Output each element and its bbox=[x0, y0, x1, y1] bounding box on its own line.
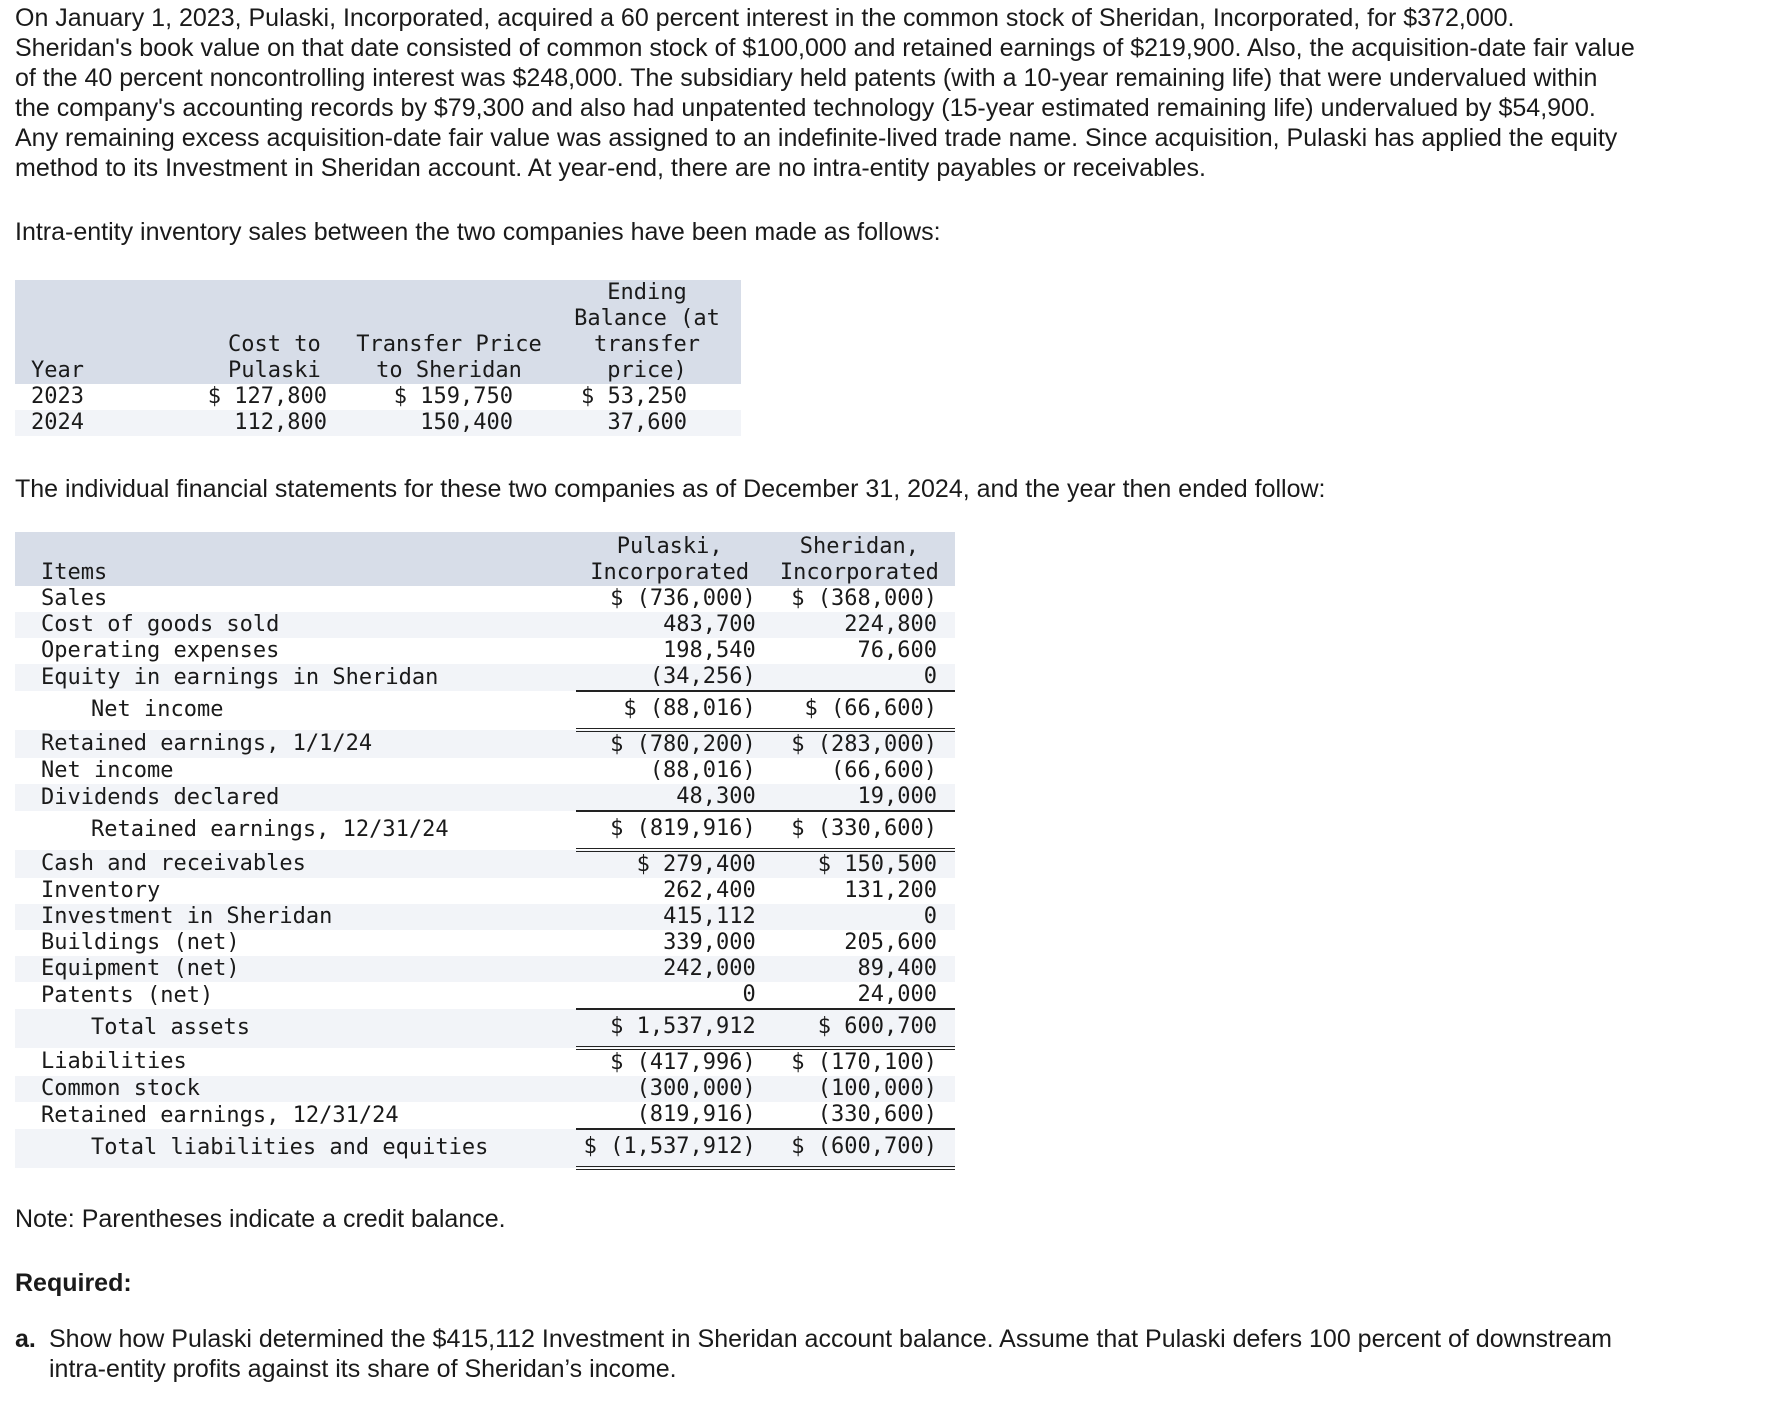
sheridan-value: $ 150,500 bbox=[764, 850, 955, 878]
intro-paragraph: On January 1, 2023, Pulaski, Incorporated, acquired a 60 percent interest in the common stock of Sheridan, Incorporated, for $372,000. Sheridan's book value on that date consisted of common stock of $100,000 and retained earnings of $219,900. Also, the acquisition-date fair value of the 40 percent noncontrolling interest was $248,000. The subsidiary held patents (with a 10-year remaining life) that were undervalued within the company's accounting records by $79,300 and also had unpatented technology (15-year estimated remaining life) undervalued by $54,900. Any remaining excess acquisition-date fair value was assigned to an indefinite-lived trade name. Since acquisition, Pulaski has applied the equity method to its Investment in Sheridan account. At year-end, there are no intra-entity payables or receivables. bbox=[15, 4, 1635, 182]
row-label: Investment in Sheridan bbox=[15, 904, 576, 930]
table-row bbox=[15, 758, 955, 784]
table-row-total bbox=[15, 1129, 955, 1168]
required-heading: Required: bbox=[15, 1269, 132, 1297]
row-label: Buildings (net) bbox=[15, 930, 576, 956]
table-row-total bbox=[15, 691, 955, 730]
table-row bbox=[15, 784, 955, 811]
sheridan-value: (100,000) bbox=[764, 1076, 955, 1102]
financial-statements-table bbox=[15, 532, 955, 1170]
sheridan-value: $ (170,100) bbox=[764, 1048, 955, 1076]
sheridan-value: $ (283,000) bbox=[764, 730, 955, 758]
pulaski-value: 415,112 bbox=[576, 904, 764, 930]
row-label: Liabilities bbox=[15, 1048, 576, 1076]
pulaski-value: $ (417,996) bbox=[576, 1048, 764, 1076]
row-label: Inventory bbox=[15, 878, 576, 904]
row-label: Total liabilities and equities bbox=[15, 1129, 576, 1168]
sheridan-value: 0 bbox=[764, 904, 955, 930]
problem-page bbox=[15, 0, 1635, 1384]
row-label: Total assets bbox=[15, 1009, 576, 1048]
sheridan-value: 224,800 bbox=[764, 612, 955, 638]
row-label: Net income bbox=[15, 691, 576, 730]
table-row-total bbox=[15, 811, 955, 850]
pulaski-value: $ (88,016) bbox=[576, 691, 764, 730]
requirement-a bbox=[15, 1324, 1635, 1384]
table-row bbox=[15, 410, 741, 436]
pulaski-value: $ (780,200) bbox=[576, 730, 764, 758]
row-label: Retained earnings, 12/31/24 bbox=[15, 1102, 576, 1129]
pulaski-value: $ 279,400 bbox=[576, 850, 764, 878]
pulaski-value: $ 1,537,912 bbox=[576, 1009, 764, 1048]
header-pulaski: Pulaski, Incorporated bbox=[576, 532, 764, 586]
pulaski-value: 262,400 bbox=[576, 878, 764, 904]
pulaski-value: 483,700 bbox=[576, 612, 764, 638]
sheridan-value: $ (600,700) bbox=[764, 1129, 955, 1168]
cell-transfer: $ 159,750 bbox=[345, 384, 553, 410]
pulaski-value: $ (1,537,912) bbox=[576, 1129, 764, 1168]
header-year: Year bbox=[15, 280, 204, 384]
row-label: Retained earnings, 1/1/24 bbox=[15, 730, 576, 758]
row-label: Equipment (net) bbox=[15, 956, 576, 982]
table-row bbox=[15, 878, 955, 904]
table-row bbox=[15, 956, 955, 982]
header-transfer: Transfer Price to Sheridan bbox=[345, 280, 553, 384]
table-row bbox=[15, 1102, 955, 1129]
requirement-a-text: Show how Pulaski determined the $415,112 Investment in Sheridan account balance. Assume that Pulaski defers 100 percent of downstream intra-entity profits against its share of Sheridan’s income. bbox=[49, 1325, 1612, 1383]
pulaski-value: 198,540 bbox=[576, 638, 764, 664]
sheridan-value: $ 600,700 bbox=[764, 1009, 955, 1048]
header-ending: Ending Balance (at transfer price) bbox=[553, 280, 741, 384]
table-row bbox=[15, 612, 955, 638]
inventory-header-row bbox=[15, 280, 741, 384]
row-label: Dividends declared bbox=[15, 784, 576, 811]
sheridan-value: 24,000 bbox=[764, 982, 955, 1009]
table-row bbox=[15, 586, 955, 612]
inventory-lead-text: Intra-entity inventory sales between the two companies have been made as follows: bbox=[15, 218, 941, 246]
row-label: Equity in earnings in Sheridan bbox=[15, 664, 576, 691]
cell-transfer: 150,400 bbox=[345, 410, 553, 436]
row-label: Cash and receivables bbox=[15, 850, 576, 878]
header-items: Items bbox=[15, 532, 576, 586]
cell-year: 2024 bbox=[15, 410, 204, 436]
table-row-total bbox=[15, 1009, 955, 1048]
credit-balance-note: Note: Parentheses indicate a credit balance. bbox=[15, 1205, 506, 1233]
cell-ending: $ 53,250 bbox=[553, 384, 741, 410]
cell-year: 2023 bbox=[15, 384, 204, 410]
row-label: Sales bbox=[15, 586, 576, 612]
sheridan-value: (66,600) bbox=[764, 758, 955, 784]
row-label: Operating expenses bbox=[15, 638, 576, 664]
table-row bbox=[15, 982, 955, 1009]
sheridan-value: $ (66,600) bbox=[764, 691, 955, 730]
pulaski-value: (819,916) bbox=[576, 1102, 764, 1129]
sheridan-value: 89,400 bbox=[764, 956, 955, 982]
row-label: Retained earnings, 12/31/24 bbox=[15, 811, 576, 850]
sheridan-value: 0 bbox=[764, 664, 955, 691]
row-label: Common stock bbox=[15, 1076, 576, 1102]
table-row bbox=[15, 1048, 955, 1076]
pulaski-value: 0 bbox=[576, 982, 764, 1009]
cell-ending: 37,600 bbox=[553, 410, 741, 436]
requirement-a-marker: a. bbox=[15, 1325, 36, 1353]
pulaski-value: $ (819,916) bbox=[576, 811, 764, 850]
sheridan-value: 76,600 bbox=[764, 638, 955, 664]
table-row bbox=[15, 930, 955, 956]
table-row bbox=[15, 664, 955, 691]
header-cost: Cost to Pulaski bbox=[204, 280, 345, 384]
pulaski-value: (88,016) bbox=[576, 758, 764, 784]
table-row bbox=[15, 1076, 955, 1102]
sheridan-value: $ (368,000) bbox=[764, 586, 955, 612]
pulaski-value: 48,300 bbox=[576, 784, 764, 811]
pulaski-value: $ (736,000) bbox=[576, 586, 764, 612]
table-row bbox=[15, 638, 955, 664]
statements-lead-text: The individual financial statements for these two companies as of December 31, 2024, and the year then ended follow: bbox=[15, 475, 1326, 503]
sheridan-value: 19,000 bbox=[764, 784, 955, 811]
table-row bbox=[15, 384, 741, 410]
sheridan-value: 131,200 bbox=[764, 878, 955, 904]
sheridan-value: (330,600) bbox=[764, 1102, 955, 1129]
cell-cost: 112,800 bbox=[204, 410, 345, 436]
row-label: Net income bbox=[15, 758, 576, 784]
pulaski-value: (300,000) bbox=[576, 1076, 764, 1102]
cell-cost: $ 127,800 bbox=[204, 384, 345, 410]
sheridan-value: $ (330,600) bbox=[764, 811, 955, 850]
table-row bbox=[15, 904, 955, 930]
pulaski-value: 242,000 bbox=[576, 956, 764, 982]
pulaski-value: (34,256) bbox=[576, 664, 764, 691]
row-label: Patents (net) bbox=[15, 982, 576, 1009]
statements-header-row bbox=[15, 532, 955, 586]
table-row bbox=[15, 730, 955, 758]
header-sheridan: Sheridan, Incorporated bbox=[764, 532, 955, 586]
pulaski-value: 339,000 bbox=[576, 930, 764, 956]
inventory-sales-table bbox=[15, 280, 741, 436]
sheridan-value: 205,600 bbox=[764, 930, 955, 956]
table-row bbox=[15, 850, 955, 878]
row-label: Cost of goods sold bbox=[15, 612, 576, 638]
